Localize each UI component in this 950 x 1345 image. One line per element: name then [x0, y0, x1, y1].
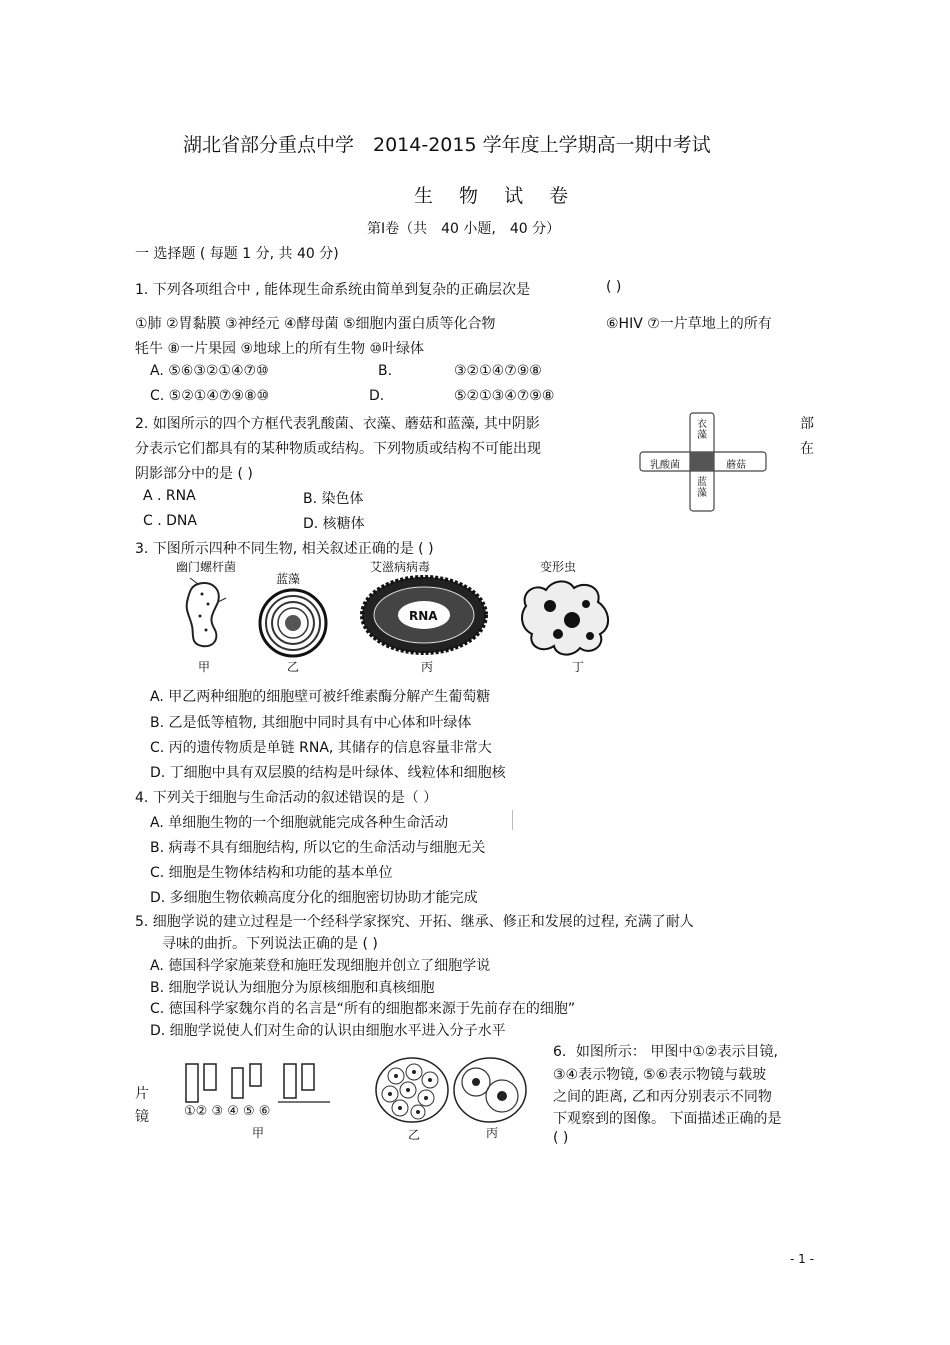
q6-line2: ③④表示物镜, ⑤⑥表示物镜与载玻 [553, 1067, 767, 1083]
page-number: - 1 - [790, 1252, 814, 1266]
lens-drawings [182, 1058, 342, 1108]
diagram-label-right: 蘑菇 [726, 460, 746, 471]
figure-yi-label: 乙 [408, 1128, 421, 1142]
q1-paren: ( ) [606, 279, 622, 295]
q5-stem-line2: 寻味的曲折。下列说法正确的是 ( ) [162, 936, 378, 952]
q4-option-b: B. 病毒不具有细胞结构, 所以它的生命活动与细胞无关 [150, 840, 486, 856]
q2-option-b: B. 染色体 [303, 491, 364, 507]
q1-option-d: ⑤②①③④⑦⑨⑧ [454, 388, 555, 404]
lens-labels: ①② ③ ④ ⑤ ⑥ [184, 1104, 271, 1119]
scan-artifact-line [512, 810, 513, 830]
q6-left-char1: 片 [135, 1086, 149, 1102]
organism-name-3: 艾滋病病毒 [370, 560, 431, 574]
q4-stem: 4. 下列关于细胞与生命活动的叙述错误的是（ ） [135, 790, 438, 806]
q5-stem-line1: 5. 细胞学说的建立过程是一个经科学家探究、开拓、继承、修正和发展的过程, 充满了耐人 [135, 914, 694, 930]
virus-core-label: RNA [409, 609, 438, 623]
q2-line1: 2. 如图所示的四个方框代表乳酸菌、衣藻、蘑菇和蓝藻, 其中阴影 [135, 416, 540, 432]
q6-microscope-figure [182, 1058, 342, 1140]
amoeba-image [516, 576, 616, 660]
q6-line3: 之间的距离, 乙和丙分别表示不同物 [553, 1089, 772, 1105]
figure-bing-label: 丙 [486, 1126, 499, 1140]
q6-line5: ( ) [553, 1130, 569, 1146]
q3-organism-figure [170, 558, 620, 673]
q1-items-line1-b: ⑥HIV ⑦一片草地上的所有 [606, 316, 772, 332]
diagram-label-bottom: 蓝藻 [697, 477, 707, 499]
organism-name-4: 变形虫 [540, 560, 577, 574]
q3-option-a: A. 甲乙两种细胞的细胞壁可被纤维素酶分解产生葡萄糖 [150, 689, 491, 705]
q2-cross-diagram [640, 413, 766, 511]
q2-line2: 分表示它们都具有的某种物质或结构。下列物质或结构不可能出现 [135, 441, 541, 457]
q1-option-c: C. ⑤②①④⑦⑨⑧⑩ [150, 388, 270, 404]
q6-left-char2: 镜 [135, 1109, 149, 1125]
diagram-label-top: 衣藻 [697, 419, 707, 441]
cyanobacteria-image [258, 588, 328, 658]
q2-line3: 阴影部分中的是 ( ) [135, 466, 253, 482]
helicobacter-image [180, 580, 230, 650]
q1-items-line1: ①肺 ②胃黏膜 ③神经元 ④酵母菌 ⑤细胞内蛋白质等化合物 [135, 316, 496, 332]
q3-option-b: B. 乙是低等植物, 其细胞中同时具有中心体和叶绿体 [150, 715, 472, 731]
figure-jia-label: 甲 [252, 1126, 265, 1140]
exam-title: 湖北省部分重点中学 2014-2015 学年度上学期高一期中考试 [183, 134, 711, 156]
q3-option-c: C. 丙的遗传物质是单链 RNA, 其储存的信息容量非常大 [150, 740, 492, 756]
q1-option-a: A. ⑤⑥③②①④⑦⑩ [150, 363, 269, 379]
q5-option-b: B. 细胞学说认为细胞分为原核细胞和真核细胞 [150, 980, 435, 996]
q5-option-a: A. 德国科学家施莱登和施旺发现细胞并创立了细胞学说 [150, 958, 491, 974]
q1-items-line2: 牦牛 ⑧一片果园 ⑨地球上的所有生物 ⑩叶绿体 [135, 341, 425, 357]
organism-name-1: 幽门螺杆菌 [176, 560, 237, 574]
cell-view-images [374, 1056, 534, 1126]
organism-tag-3: 丙 [421, 660, 434, 674]
q5-option-d: D. 细胞学说使人们对生命的认识由细胞水平进入分子水平 [150, 1023, 506, 1039]
q2-option-d: D. 核糖体 [303, 516, 365, 532]
organism-tag-2: 乙 [287, 660, 300, 674]
organism-tag-1: 甲 [198, 660, 211, 674]
q3-option-d: D. 丁细胞中具有双层膜的结构是叶绿体、线粒体和细胞核 [150, 765, 506, 781]
q5-option-c: C. 德国科学家魏尔肖的名言是“所有的细胞都来源于先前存在的细胞” [150, 1001, 576, 1017]
q2-line2-tail: 在 [800, 441, 814, 457]
exam-subtitle: 生 物 试 卷 [414, 185, 579, 207]
q2-line1-tail: 部 [800, 416, 814, 432]
q2-option-c: C . DNA [143, 513, 197, 529]
q4-option-a: A. 单细胞生物的一个细胞就能完成各种生命活动 [150, 815, 449, 831]
q4-option-d: D. 多细胞生物依赖高度分化的细胞密切协助才能完成 [150, 890, 478, 906]
section-label: 一 选择题 ( 每题 1 分, 共 40 分) [135, 246, 339, 262]
q6-line4: 下观察到的图像。 下面描述正确的是 [553, 1111, 782, 1127]
organism-name-2: 蓝藻 [276, 572, 301, 586]
q3-stem: 3. 下图所示四种不同生物, 相关叙述正确的是 ( ) [135, 541, 434, 557]
part-label: 第Ⅰ卷（共 40 小题, 40 分） [367, 221, 561, 237]
q2-option-a: A . RNA [143, 488, 196, 504]
q1-stem: 1. 下列各项组合中 , 能体现生命系统由简单到复杂的正确层次是 [135, 282, 531, 298]
q4-option-c: C. 细胞是生物体结构和功能的基本单位 [150, 865, 393, 881]
q1-option-d-label: D. [369, 388, 385, 404]
organism-tag-4: 丁 [572, 660, 585, 674]
q6-cell-views [374, 1056, 534, 1142]
diagram-label-left: 乳酸菌 [650, 460, 680, 471]
q6-line1: 6．如图所示： 甲图中①②表示目镜, [553, 1044, 778, 1060]
q1-option-b: ③②①④⑦⑨⑧ [454, 363, 542, 379]
q1-option-b-label: B. [378, 363, 393, 379]
